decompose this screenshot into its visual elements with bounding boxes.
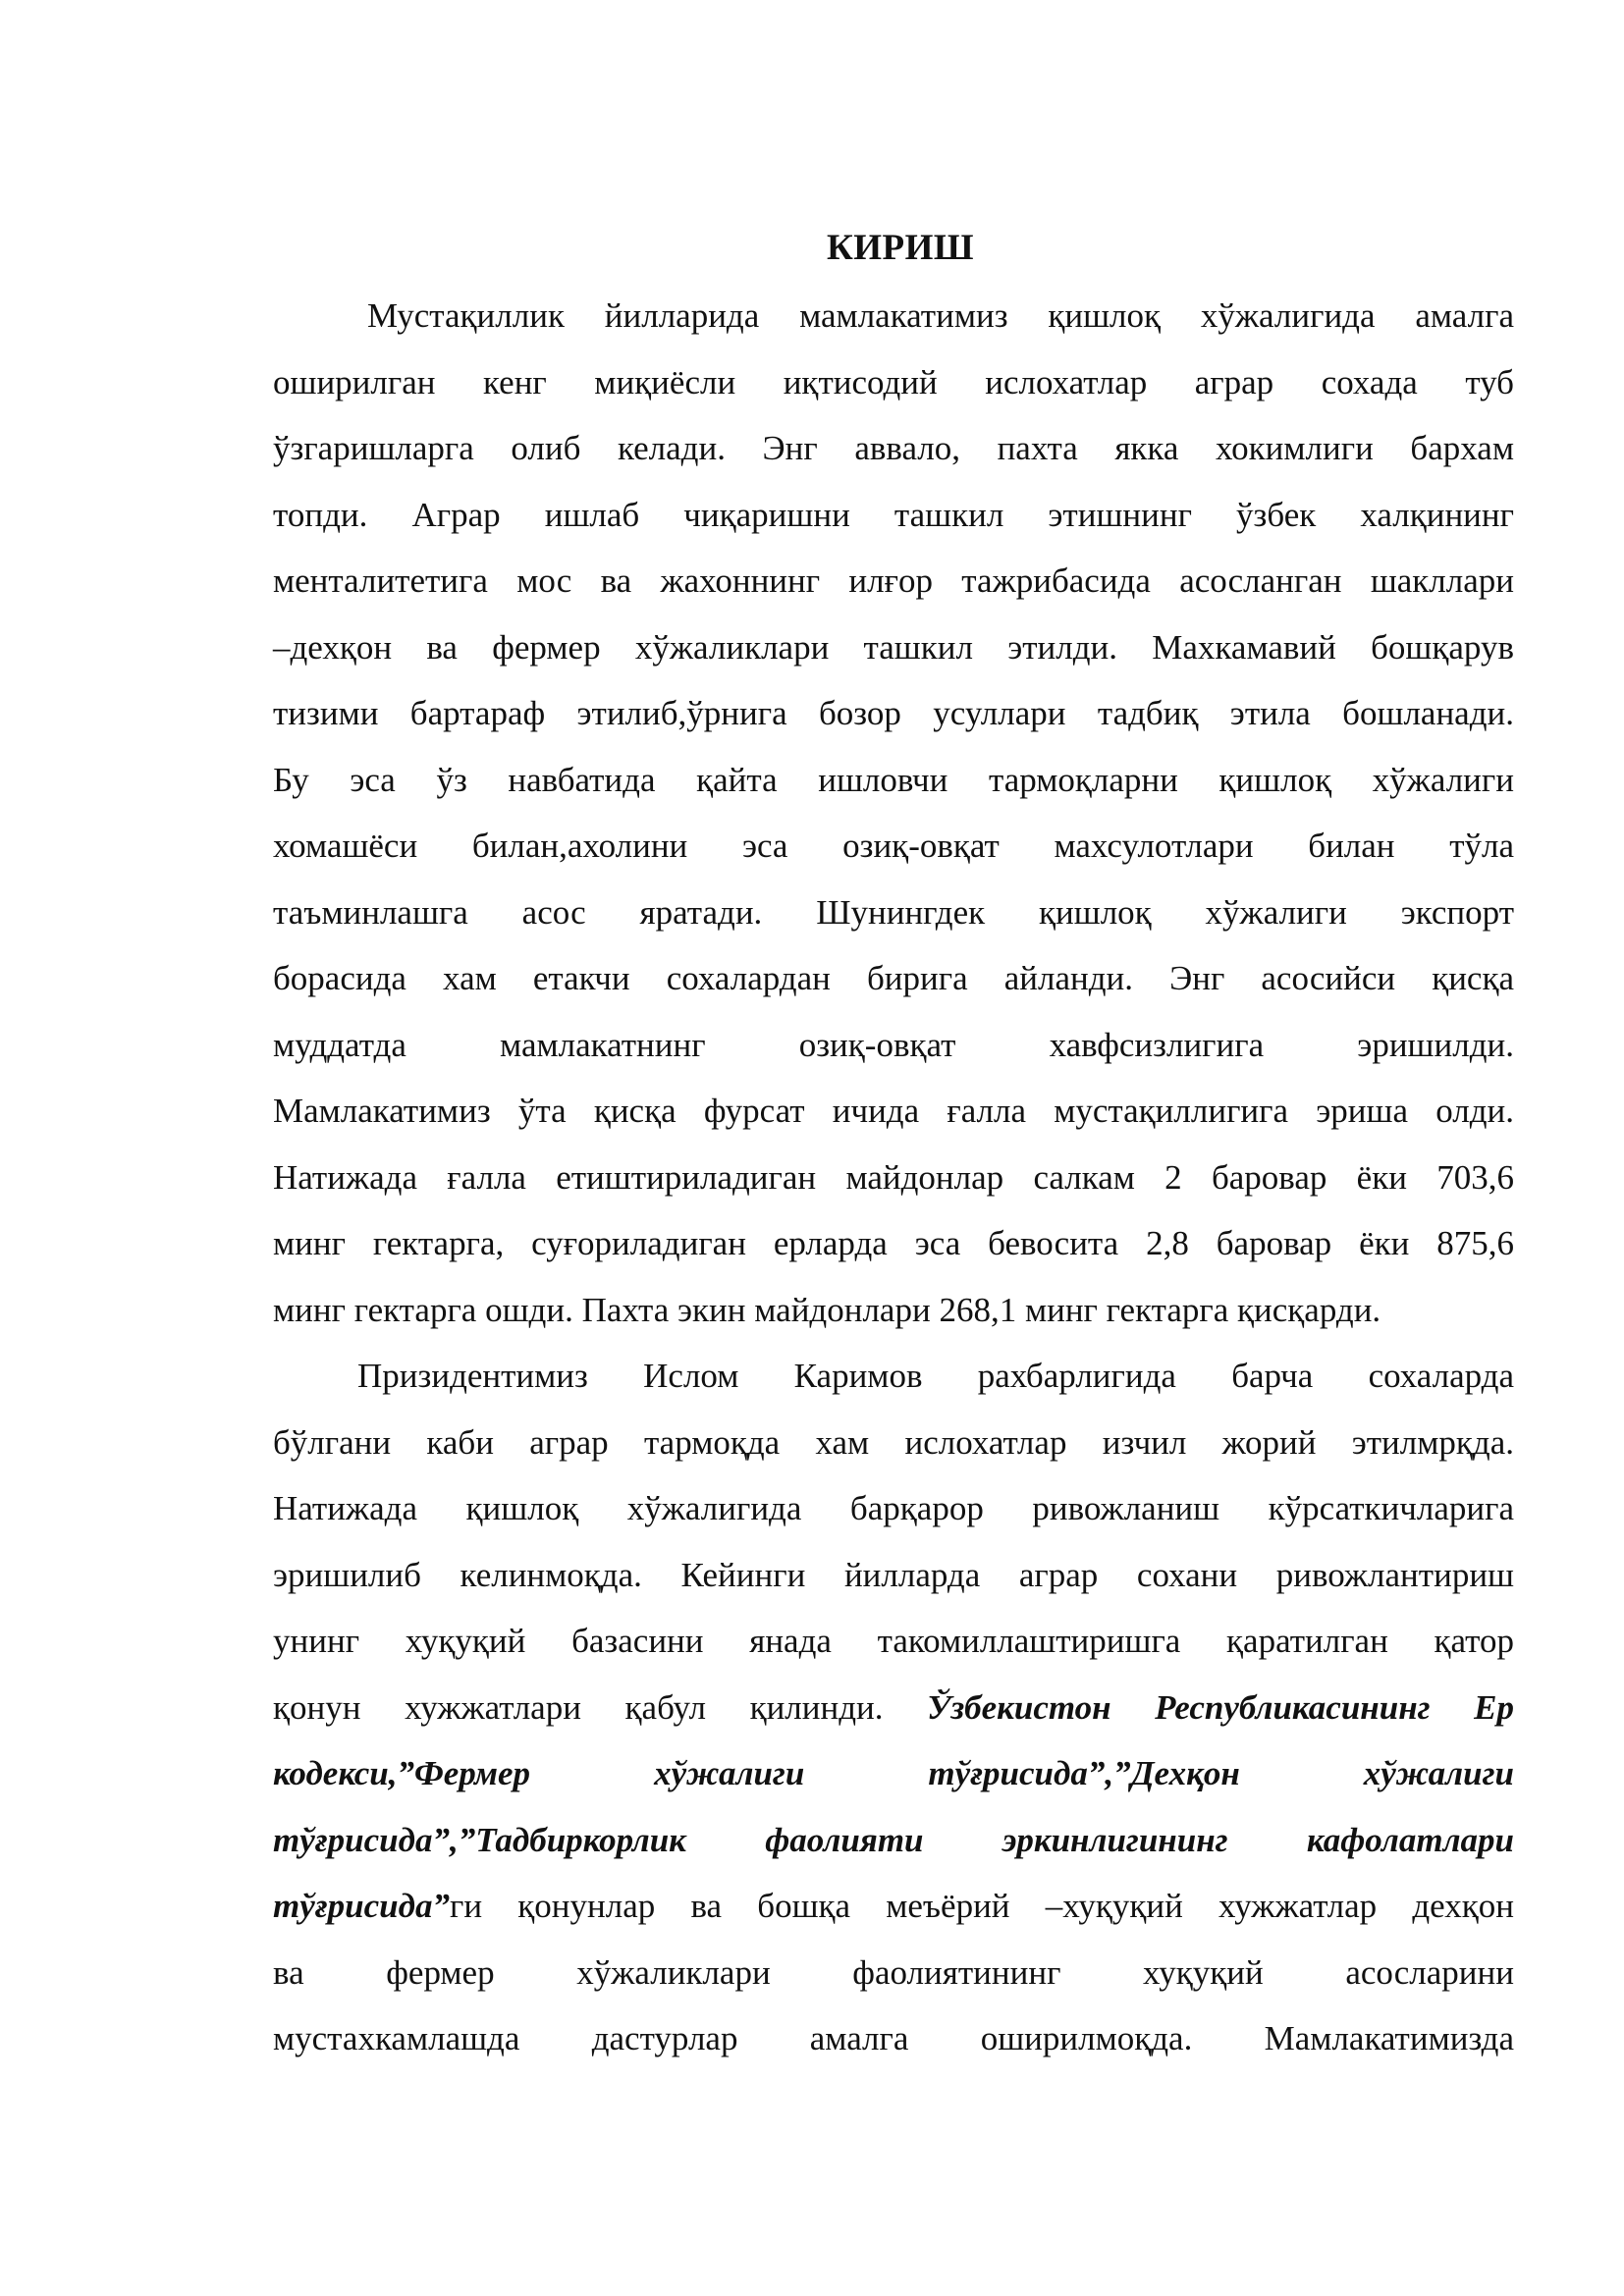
- text-line: Натижада ғалла етиштириладиган майдонлар салкам 2 баровар ёки 703,6: [273, 1157, 1514, 1197]
- text-line: муддатда мамлакатнинг озиқ-овқат хавфсизлигига эришилди.: [273, 1025, 1514, 1064]
- text-line: ўзгаришларга олиб келади. Энг аввало, пахта якка хокимлиги бархам: [273, 429, 1514, 467]
- text-line: минг гектарга, суғориладиган ерларда эса бевосита 2,8 баровар ёки 875,6: [273, 1224, 1514, 1262]
- text-line: оширилган кенг миқиёсли иқтисодий ислохатлар аграр сохада туб: [273, 362, 1514, 401]
- text-line: унинг хуқуқий базасини янада такомиллаштиришга қаратилган қатор: [273, 1622, 1514, 1660]
- text-line: Натижада қишлоқ хўжалигида барқарор ривожланиш кўрсаткичларига: [273, 1489, 1514, 1527]
- text-line: хомашёси билан,ахолини эса озиқ-овқат махсулотлари билан тўла: [273, 827, 1514, 865]
- law-name-emphasis: тўғрисида”: [273, 1887, 451, 1925]
- text-line: ва фермер хўжаликлари фаолиятининг хуқуқий асосларини: [273, 1952, 1514, 1992]
- text-line: тизими бартараф этилиб,ўрнига бозор усуллари тадбиқ этила бошланади.: [273, 694, 1514, 732]
- law-name-emphasis: Ўзбекистон Республикасининг Ер: [927, 1687, 1514, 1727]
- text-line: Бу эса ўз навбатида қайта ишловчи тармоқларни қишлоқ хўжалиги: [273, 760, 1514, 799]
- text-line: борасида хам етакчи сохалардан бирига айланди. Энг асосийси қисқа: [273, 959, 1514, 997]
- text-line: менталитетига мос ва жахоннинг илғор тажрибасида асосланган шакллари: [273, 561, 1514, 600]
- text-line: Мустақиллик йилларида мамлакатимиз қишлоқ хўжалигида амалга: [367, 296, 1514, 335]
- text-line: [273, 1683, 1514, 1750]
- text-span: ги қонунлар ва бошқа меъёрий –хуқуқий хужжатлар дехқон: [450, 1887, 1514, 1925]
- text-line: мустахкамлашда дастурлар амалга оширилмоқда. Мамлакатимизда: [273, 2019, 1514, 2057]
- text-line: бўлгани каби аграр тармоқда хам ислохатлар изчил жорий этилмрқда.: [273, 1422, 1514, 1462]
- text-line: [273, 1882, 1514, 1949]
- text-line: –дехқон ва фермер хўжаликлари ташкил этилди. Махкамавий бошқарув: [273, 627, 1514, 667]
- text-span: қонун хужжатлари қабул қилинди.: [273, 1687, 884, 1727]
- text-line: таъминлашга асос яратади. Шунингдек қишлоқ хўжалиги экспорт: [273, 892, 1514, 932]
- text-line-emphasis: тўғрисида”,”Тадбиркорлик фаолияти эркинлигининг кафолатлари: [273, 1820, 1514, 1859]
- document-body: [273, 292, 1514, 2081]
- text-line: Мамлакатимиз ўта қисқа фурсат ичида ғалла мустақиллигига эриша олди.: [273, 1092, 1514, 1130]
- text-line-emphasis: кодекси,”Фермер хўжалиги тўғрисида”,”Дехқон хўжалиги: [273, 1754, 1514, 1792]
- text-line: минг гектарга ошди. Пахта экин майдонлари 268,1 минг гектарга қисқарди.: [273, 1290, 1381, 1329]
- text-line: эришилиб келинмоқда. Кейинги йилларда аграр сохани ривожлантириш: [273, 1555, 1514, 1594]
- page-title: КИРИШ: [826, 228, 975, 268]
- text-line: топди. Аграр ишлаб чиқаришни ташкил этишнинг ўзбек халқининг: [273, 495, 1514, 534]
- text-line: Призидентимиз Ислом Каримов рахбарлигида барча сохаларда: [357, 1357, 1514, 1395]
